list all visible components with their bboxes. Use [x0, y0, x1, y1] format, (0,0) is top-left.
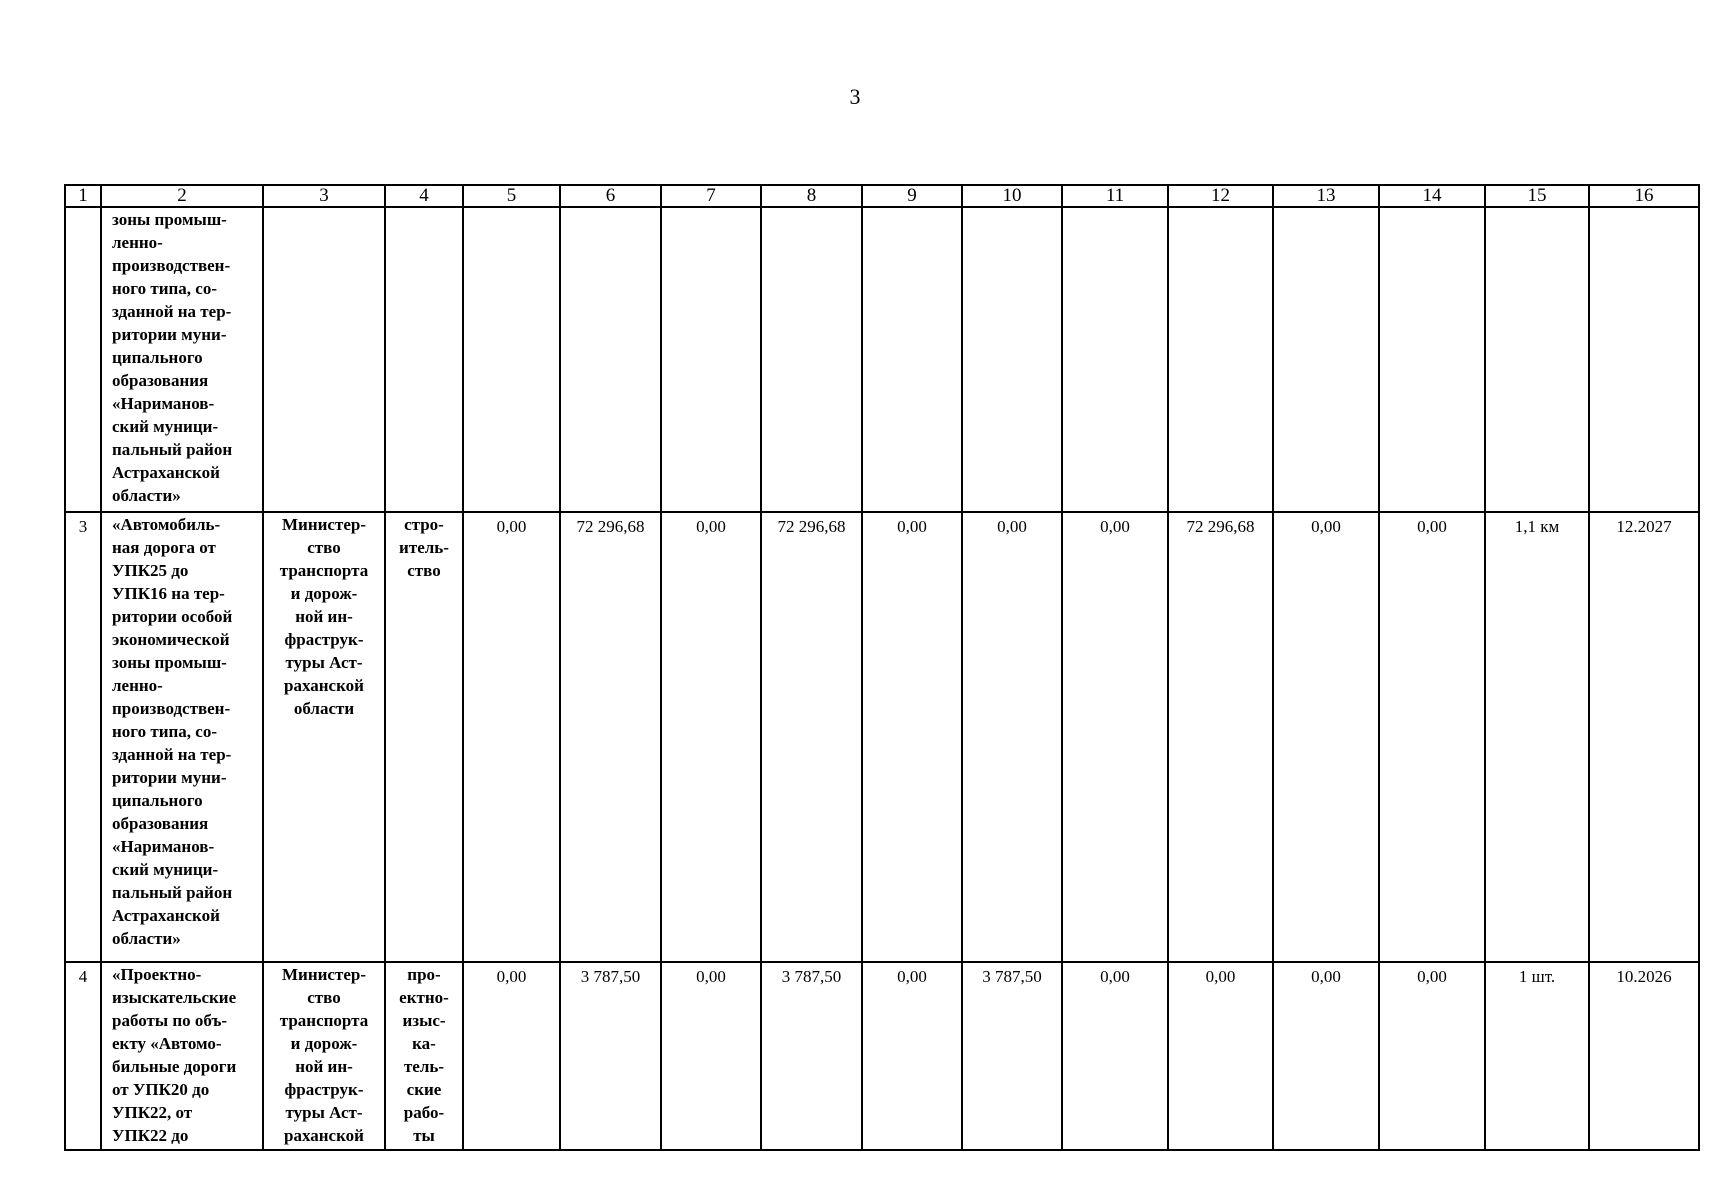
value-cell-col-9: 0,00 — [862, 512, 962, 962]
row-number-cell — [65, 207, 101, 512]
value-cell-col-12 — [1168, 207, 1273, 512]
object-name-cell — [101, 962, 263, 1150]
column-number-14: 14 — [1379, 185, 1485, 207]
column-number-16: 16 — [1589, 185, 1699, 207]
work-type-cell — [385, 962, 463, 1150]
column-number-12: 12 — [1168, 185, 1273, 207]
executor-line: раханской — [284, 1126, 364, 1145]
executor-line: ство — [307, 538, 341, 557]
value-cell-col-5: 0,00 — [463, 962, 560, 1150]
deadline-cell: 10.2026 — [1589, 962, 1699, 1150]
value-cell-col-11: 0,00 — [1062, 962, 1168, 1150]
executor-line: туры Аст- — [285, 653, 363, 672]
column-number-13: 13 — [1273, 185, 1379, 207]
object-name-line: области» — [112, 929, 181, 948]
executor-cell — [263, 512, 385, 962]
object-name-line: пальный район — [112, 440, 233, 459]
value-cell-col-12: 0,00 — [1168, 962, 1273, 1150]
executor-line: ной ин- — [295, 607, 353, 626]
page-number: 3 — [849, 84, 861, 109]
object-name-line: бильные дороги — [112, 1057, 237, 1076]
value-cell-col-10: 3 787,50 — [962, 962, 1062, 1150]
executor-line: туры Аст- — [285, 1103, 363, 1122]
object-name-line: «Автомобиль- — [112, 515, 221, 534]
object-name-line: работы по объ- — [112, 1011, 228, 1030]
object-name-line: ного типа, со- — [112, 279, 217, 298]
capacity-cell: 1 шт. — [1485, 962, 1589, 1150]
column-number-row — [65, 185, 1699, 207]
object-name-line: изыскательские — [112, 988, 237, 1007]
column-number-15: 15 — [1485, 185, 1589, 207]
column-number-6: 6 — [560, 185, 661, 207]
work-type-cell — [385, 512, 463, 962]
value-cell-col-8: 72 296,68 — [761, 512, 862, 962]
object-name-line: «Нариманов- — [112, 837, 215, 856]
object-name-line: зоны промыш- — [112, 653, 227, 672]
column-number-3: 3 — [263, 185, 385, 207]
value-cell-col-13: 0,00 — [1273, 962, 1379, 1150]
executor-line: транспорта — [279, 561, 369, 580]
object-name-line: зданной на тер- — [112, 745, 232, 764]
executor-line: фраструк- — [284, 1080, 364, 1099]
value-cell-col-7: 0,00 — [661, 512, 761, 962]
executor-line: раханской — [284, 676, 364, 695]
value-cell-col-14: 0,00 — [1379, 512, 1485, 962]
deadline-cell: 12.2027 — [1589, 512, 1699, 962]
work-type-line: ты — [413, 1126, 435, 1145]
object-name-line: ский муници- — [112, 860, 219, 879]
work-type-line: ство — [407, 561, 441, 580]
table-row — [65, 512, 1699, 962]
value-cell-col-14: 0,00 — [1379, 962, 1485, 1150]
object-name-line: УПК22 до — [112, 1126, 189, 1145]
value-cell-col-5 — [463, 207, 560, 512]
object-name-line: производствен- — [112, 256, 231, 275]
executor-cell — [263, 207, 385, 512]
column-number-5: 5 — [463, 185, 560, 207]
object-name-line: зданной на тер- — [112, 302, 232, 321]
value-cell-col-6: 3 787,50 — [560, 962, 661, 1150]
object-name-line: Астраханской — [112, 906, 220, 925]
executor-line: и дорож- — [290, 1034, 358, 1053]
object-name-line: пальный район — [112, 883, 233, 902]
value-cell-col-6 — [560, 207, 661, 512]
work-type-line: итель- — [399, 538, 449, 557]
column-number-10: 10 — [962, 185, 1062, 207]
value-cell-col-5: 0,00 — [463, 512, 560, 962]
column-number-1: 1 — [65, 185, 101, 207]
value-cell-col-11: 0,00 — [1062, 512, 1168, 962]
table-row — [65, 207, 1699, 512]
table-row — [65, 962, 1699, 1150]
object-name-line: образования — [112, 814, 209, 833]
object-name-line: области» — [112, 486, 181, 505]
object-name-line: зоны промыш- — [112, 210, 227, 229]
object-name-line: ная дорога от — [112, 538, 216, 557]
value-cell-col-6: 72 296,68 — [560, 512, 661, 962]
column-number-2: 2 — [101, 185, 263, 207]
column-number-9: 9 — [862, 185, 962, 207]
object-name-line: ципального — [112, 348, 203, 367]
work-type-line: ские — [406, 1080, 442, 1099]
object-name-cell — [101, 207, 263, 512]
object-name-line: екту «Автомо- — [112, 1034, 222, 1053]
value-cell-col-7: 0,00 — [661, 962, 761, 1150]
capacity-cell — [1485, 207, 1589, 512]
value-cell-col-7 — [661, 207, 761, 512]
object-name-line: ский муници- — [112, 417, 219, 436]
object-name-line: ленно- — [112, 676, 163, 695]
column-number-11: 11 — [1062, 185, 1168, 207]
capacity-cell: 1,1 км — [1485, 512, 1589, 962]
column-number-4: 4 — [385, 185, 463, 207]
value-cell-col-13: 0,00 — [1273, 512, 1379, 962]
object-name-line: «Нариманов- — [112, 394, 215, 413]
executor-line: транспорта — [279, 1011, 369, 1030]
work-type-line: ка- — [412, 1034, 436, 1053]
column-number-7: 7 — [661, 185, 761, 207]
object-name-line: ленно- — [112, 233, 163, 252]
object-name-line: ципального — [112, 791, 203, 810]
object-name-line: Астраханской — [112, 463, 220, 482]
column-number-8: 8 — [761, 185, 862, 207]
work-type-line: про- — [407, 965, 441, 984]
work-type-line: ектно- — [399, 988, 449, 1007]
value-cell-col-10: 0,00 — [962, 512, 1062, 962]
row-number-cell: 4 — [65, 962, 101, 1150]
executor-line: области — [293, 699, 355, 718]
object-name-line: от УПК20 до — [112, 1080, 210, 1099]
value-cell-col-9: 0,00 — [862, 962, 962, 1150]
object-name-line: «Проектно- — [112, 965, 202, 984]
work-type-line: тель- — [403, 1057, 445, 1076]
deadline-cell — [1589, 207, 1699, 512]
executor-line: Министер- — [282, 515, 366, 534]
value-cell-col-8 — [761, 207, 862, 512]
data-table — [64, 184, 1700, 1151]
executor-cell — [263, 962, 385, 1150]
executor-line: ство — [307, 988, 341, 1007]
object-name-line: образования — [112, 371, 209, 390]
work-type-line: рабо- — [403, 1103, 445, 1122]
object-name-line: УПК22, от — [112, 1103, 193, 1122]
value-cell-col-8: 3 787,50 — [761, 962, 862, 1150]
object-name-line: ного типа, со- — [112, 722, 217, 741]
object-name-line: ритории особой — [112, 607, 233, 626]
value-cell-col-13 — [1273, 207, 1379, 512]
executor-line: и дорож- — [290, 584, 358, 603]
value-cell-col-14 — [1379, 207, 1485, 512]
work-type-line: изыс- — [402, 1011, 446, 1030]
object-name-cell — [101, 512, 263, 962]
value-cell-col-12: 72 296,68 — [1168, 512, 1273, 962]
work-type-cell — [385, 207, 463, 512]
executor-line: Министер- — [282, 965, 366, 984]
executor-line: фраструк- — [284, 630, 364, 649]
row-number-cell: 3 — [65, 512, 101, 962]
executor-line: ной ин- — [295, 1057, 353, 1076]
object-name-line: производствен- — [112, 699, 231, 718]
object-name-line: ритории муни- — [112, 768, 227, 787]
work-type-line: стро- — [404, 515, 444, 534]
object-name-line: ритории муни- — [112, 325, 227, 344]
value-cell-col-10 — [962, 207, 1062, 512]
object-name-line: экономической — [112, 630, 230, 649]
value-cell-col-11 — [1062, 207, 1168, 512]
value-cell-col-9 — [862, 207, 962, 512]
object-name-line: УПК25 до — [112, 561, 189, 580]
object-name-line: УПК16 на тер- — [112, 584, 225, 603]
